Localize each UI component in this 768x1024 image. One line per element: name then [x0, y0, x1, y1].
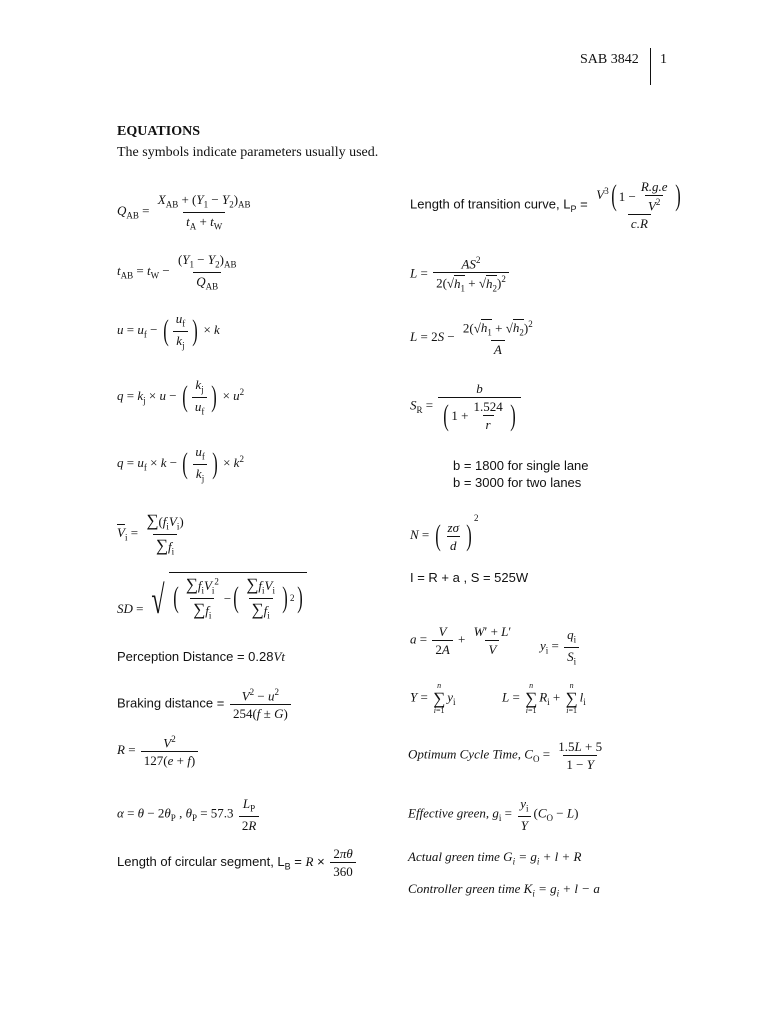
- eq-length-l-as2: L = $\frac{AS^2}{2(√h_1 + √h_2)^2}$: [410, 256, 511, 293]
- eq-sum-y: Y = n ∑ i=1 $y_i$: [410, 681, 456, 715]
- eq-sample-size-n: N = ( $\frac{z\sigma}{d}$ ) $^2$: [410, 513, 479, 553]
- eq-actual-green: Actual green time $G_i = g_i + l + R$: [408, 849, 582, 867]
- eq-flow-q-u: $q = k_j \times u$ − ( $\frac{k_j}{u_f}$ ) × $u^2$: [117, 377, 245, 417]
- eq-transition-curve: Length of transition curve, $L_P$ = $V^3$ ( 1 − $\frac{R.g.e}{V^2}$ ) c.R: [410, 179, 681, 232]
- page-subtitle: The symbols indicate parameters usually used.: [117, 145, 379, 160]
- page-title: EQUATIONS: [117, 124, 200, 139]
- eq-flow-ratio-y: $y_i$ = $\frac{q_i}{S_i}$: [540, 628, 581, 666]
- course-code: SAB 3842: [580, 52, 639, 67]
- eq-amber-a: a = $\frac{V}{2A}$ + $\frac{W' + L'}{V}$: [410, 624, 512, 657]
- eq-optimum-cycle: Optimum Cycle Time, $C_O$ = $\frac{1.5L + 5}{1 - Y}$: [408, 739, 603, 772]
- eq-length-l-2s: L = 2S − $\frac{2(√h_1 + √h_2)^2}{A}$: [410, 319, 533, 357]
- eq-lost-time-l: L = n ∑ i=1 $R_i$ + n ∑ i=1 $l_i$: [502, 681, 586, 715]
- eq-effective-green: Effective green, $g_i$ = $\frac{y_i}{Y}$ $(C_O - L)$: [408, 796, 579, 833]
- eq-saturation-s-r: $S_R$ = b ( 1 + $\frac{1.524}{r}$ ): [410, 382, 523, 431]
- page-number: 1: [660, 52, 667, 67]
- eq-perception-distance: Perception Distance = 0.28Vt: [117, 649, 286, 664]
- lane-two-note: b = 3000 for two lanes: [453, 475, 582, 490]
- eq-circular-segment: Length of circular segment, $L_B = R$ × $\frac{2\pi\theta}{360}$: [117, 847, 358, 878]
- eq-time-t-ab: $t_{AB} = t_W$ − $\frac{(Y_1 - Y_2)_{AB}}{Q_{AB}}$: [117, 252, 237, 292]
- eq-flow-q-ab: $Q_{AB}$ = $\frac{X_{AB} + (Y_1 - Y_2)_{AB}}{t_A + t_W}$: [117, 192, 251, 232]
- eq-mean-speed: $\overline{V}_i$ = $\frac{\sum(f_iV_i)}{\sum f_i}$: [117, 511, 184, 557]
- eq-controller-green: Controller green time $K_i = g_i + l - a$: [408, 881, 600, 899]
- eq-standard-deviation: SD = √ ( $\frac{\sum f_iV_i^2}{\sum f_i}$ − ( $\frac{\sum f_iV_i}{\sum f_i}$ ) 2 ): [117, 572, 307, 620]
- eq-radius-r: R = $\frac{V^2}{127(e + f)}$: [117, 735, 200, 767]
- eq-braking-distance: Braking distance = $\frac{V^2 - u^2}{254(f \pm G)}$: [117, 688, 293, 720]
- eq-flow-q-k: $q = u_f \times k$ − ( $\frac{u_f}{k_j}$ ) × $k^2$: [117, 444, 244, 484]
- header-divider: [650, 48, 651, 85]
- eq-speed-u: $u = u_f$ − ( $\frac{u_f}{k_j}$ ) × k: [117, 311, 220, 351]
- lane-single-note: b = 1800 for single lane: [453, 458, 589, 473]
- eq-intergreen: I = R + a , S = 525W: [410, 570, 529, 585]
- eq-alpha-theta: $\alpha = \theta - 2\theta_P$ , $\theta_P = 57.3$ $\frac{L_P}{2R}$: [117, 797, 261, 832]
